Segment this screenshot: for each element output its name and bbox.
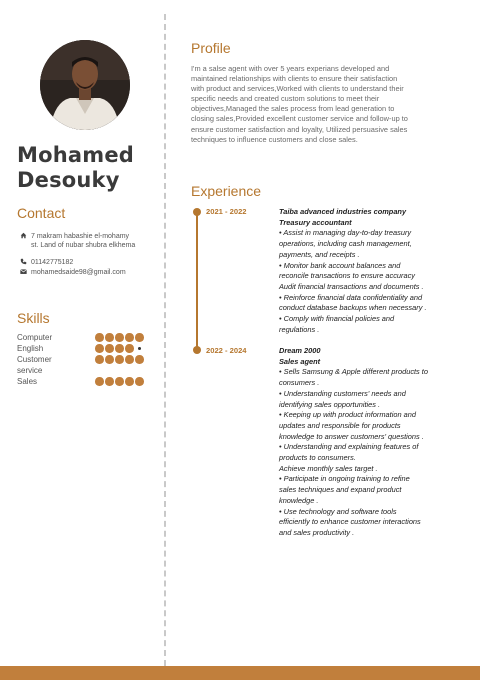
skill-label: service xyxy=(17,366,43,375)
job-company: Dream 2000 xyxy=(279,346,321,355)
column-divider xyxy=(164,14,166,666)
skill-dot-filled xyxy=(125,344,134,353)
profile-line: closing sales,Provided excellent customer service and follow-up to xyxy=(191,114,408,124)
skills-heading: Skills xyxy=(17,310,50,326)
job-date: 2021 - 2022 xyxy=(206,207,247,216)
profile-line: maintained relationships with clients to ensure their satisfaction xyxy=(191,74,398,84)
address-line-1: 7 makram habashie el-mohamy xyxy=(31,233,130,240)
skill-rating xyxy=(95,333,144,342)
job-line: efficiently to enhance customer interactions xyxy=(279,517,421,527)
job-line: • Sells Samsung & Apple different products to xyxy=(279,367,428,377)
skill-rating xyxy=(95,344,144,353)
skill-rating xyxy=(95,377,144,386)
job-line: and sales productivity . xyxy=(279,527,355,537)
contact-heading: Contact xyxy=(17,205,66,221)
skill-row xyxy=(17,377,157,388)
skill-dot-filled xyxy=(125,355,134,364)
profile-line: techniques to influence customers and close sales. xyxy=(191,134,358,144)
job-line: reconcile transactions to ensure accuracy xyxy=(279,271,415,281)
email-address[interactable]: mohamedsaide98@gmail.com xyxy=(31,269,126,276)
timeline-line xyxy=(196,211,198,351)
phone-number[interactable]: 01142775182 xyxy=(31,259,74,266)
footer-bar xyxy=(0,666,480,680)
profile-line: specific needs and created custom solutions to meet their xyxy=(191,94,380,104)
job-line: Achieve monthly sales target . xyxy=(279,463,378,473)
profile-line: ensure customer satisfaction and loyalty, Utilized persuasive sales xyxy=(191,124,408,134)
job-details xyxy=(279,346,465,539)
skills-list xyxy=(17,333,157,388)
envelope-icon xyxy=(20,268,31,278)
skill-dot-filled xyxy=(95,355,104,364)
skill-dot-filled xyxy=(115,344,124,353)
skill-dot-filled xyxy=(125,377,134,386)
job-line: identifying sales opportunities . xyxy=(279,399,381,409)
skill-dot-filled xyxy=(115,377,124,386)
skill-dot-filled xyxy=(135,333,144,342)
job-company: Taiba advanced industries company xyxy=(279,207,407,216)
profile-heading: Profile xyxy=(191,40,231,56)
job-role: Treasury accountant xyxy=(279,217,352,227)
candidate-name xyxy=(17,143,157,193)
skill-row xyxy=(17,355,157,366)
contact-email xyxy=(20,268,126,278)
profile-line: with product and services,Worked with clients to understand their xyxy=(191,84,404,94)
job-line: • Comply with financial policies and xyxy=(279,314,395,324)
skill-dot-filled xyxy=(105,333,114,342)
skill-dot-filled xyxy=(105,377,114,386)
job-line: • Assist in managing day-to-day treasury xyxy=(279,228,412,238)
job-line: knowledge to answer customers' questions . xyxy=(279,431,424,441)
skill-dot-filled xyxy=(115,333,124,342)
job-line: • Reinforce financial data confidentiality and xyxy=(279,292,423,302)
job-line: • Participate in ongoing training to refine xyxy=(279,474,410,484)
profile-summary xyxy=(191,64,467,145)
phone-icon xyxy=(20,258,31,268)
job-line: payments, and receipts . xyxy=(279,249,360,259)
skill-dot-filled xyxy=(135,377,144,386)
skill-row xyxy=(17,344,157,355)
job-line: • Keeping up with product information and xyxy=(279,410,416,420)
job-line: operations, including cash management, xyxy=(279,239,412,249)
job-line: consumers . xyxy=(279,378,320,388)
job-line: regulations . xyxy=(279,324,320,334)
contact-phone xyxy=(20,258,73,268)
job-line: • Monitor bank account balances and xyxy=(279,260,401,270)
skill-dot-filled xyxy=(95,344,104,353)
skill-dot-empty xyxy=(138,347,141,350)
skill-label: English xyxy=(17,344,44,353)
job-line: products to consumers. xyxy=(279,453,356,463)
job-line: • Understanding and explaining features of xyxy=(279,442,419,452)
job-line: knowledge . xyxy=(279,495,319,505)
contact-address xyxy=(20,232,135,250)
job-line: sales techniques and expand product xyxy=(279,485,402,495)
job-date: 2022 - 2024 xyxy=(206,346,247,355)
job-line: • Understanding customers' needs and xyxy=(279,388,406,398)
skill-dot-filled xyxy=(95,377,104,386)
skill-label: Sales xyxy=(17,377,38,386)
skill-dot-filled xyxy=(105,344,114,353)
job-line: conduct database backups when necessary . xyxy=(279,303,427,313)
profile-photo xyxy=(40,40,130,130)
skill-dot-filled xyxy=(105,355,114,364)
home-icon xyxy=(20,232,31,250)
profile-line: objectives,Managed the sales process from lead generation to xyxy=(191,104,395,114)
timeline-dot xyxy=(193,346,201,354)
job-line: updates and responsible for products xyxy=(279,420,401,430)
skill-dot-filled xyxy=(115,355,124,364)
timeline-dot xyxy=(193,208,201,216)
skill-row xyxy=(17,333,157,344)
job-line: • Use technology and software tools xyxy=(279,506,397,516)
skill-row xyxy=(17,366,157,377)
job-role: Sales agent xyxy=(279,356,321,366)
skill-rating xyxy=(95,355,144,364)
skill-label: Computer xyxy=(17,333,53,342)
skill-dot-filled xyxy=(125,333,134,342)
skill-label: Customer xyxy=(17,355,52,364)
job-line: Audit financial transactions and documents . xyxy=(279,281,424,291)
first-name: Mohamed xyxy=(17,143,135,167)
skill-dot-filled xyxy=(95,333,104,342)
last-name: Desouky xyxy=(17,168,120,192)
address-line-2: st. Land of nubar shubra elkhema xyxy=(31,242,136,249)
experience-heading: Experience xyxy=(191,183,262,199)
job-details xyxy=(279,207,465,335)
profile-line: I'm a salse agent with over 5 years experians developed and xyxy=(191,64,390,73)
skill-dot-filled xyxy=(135,355,144,364)
